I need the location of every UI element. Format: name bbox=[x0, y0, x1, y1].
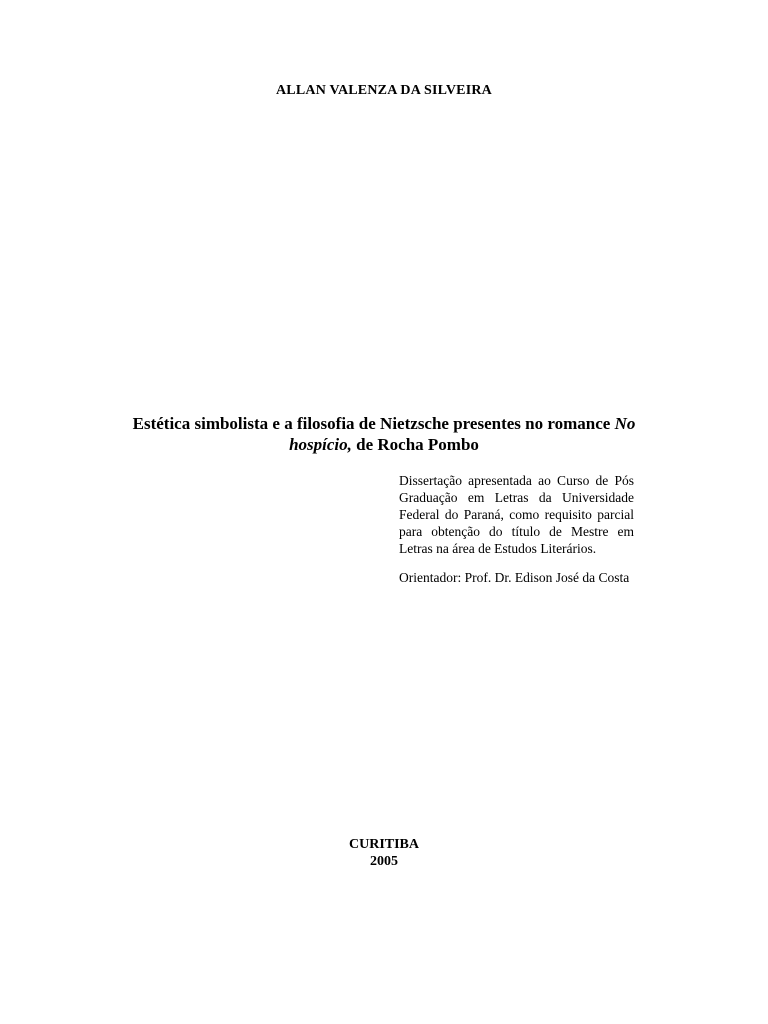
dissertation-description: Dissertação apresentada ao Curso de Pós Graduação em Letras da Universidade Federal do Paraná, como requisito parcial para obtenção do título de Mestre em Letras na área de Estudos Literários. bbox=[399, 473, 634, 556]
thesis-title-main: Estética simbolista e a filosofia de Nietzsche presentes no romance bbox=[132, 414, 615, 433]
thesis-title bbox=[120, 413, 648, 455]
year: 2005 bbox=[370, 854, 398, 869]
advisor-line: Orientador: Prof. Dr. Edison José da Costa bbox=[399, 570, 630, 585]
thesis-title-work: No hospício, bbox=[289, 414, 636, 454]
city-name: CURITIBA bbox=[348, 837, 419, 852]
thesis-title-author: de Rocha Pombo bbox=[351, 435, 479, 454]
city-year bbox=[0, 836, 768, 870]
author-name: ALLAN VALENZA DA SILVEIRA bbox=[276, 83, 492, 98]
